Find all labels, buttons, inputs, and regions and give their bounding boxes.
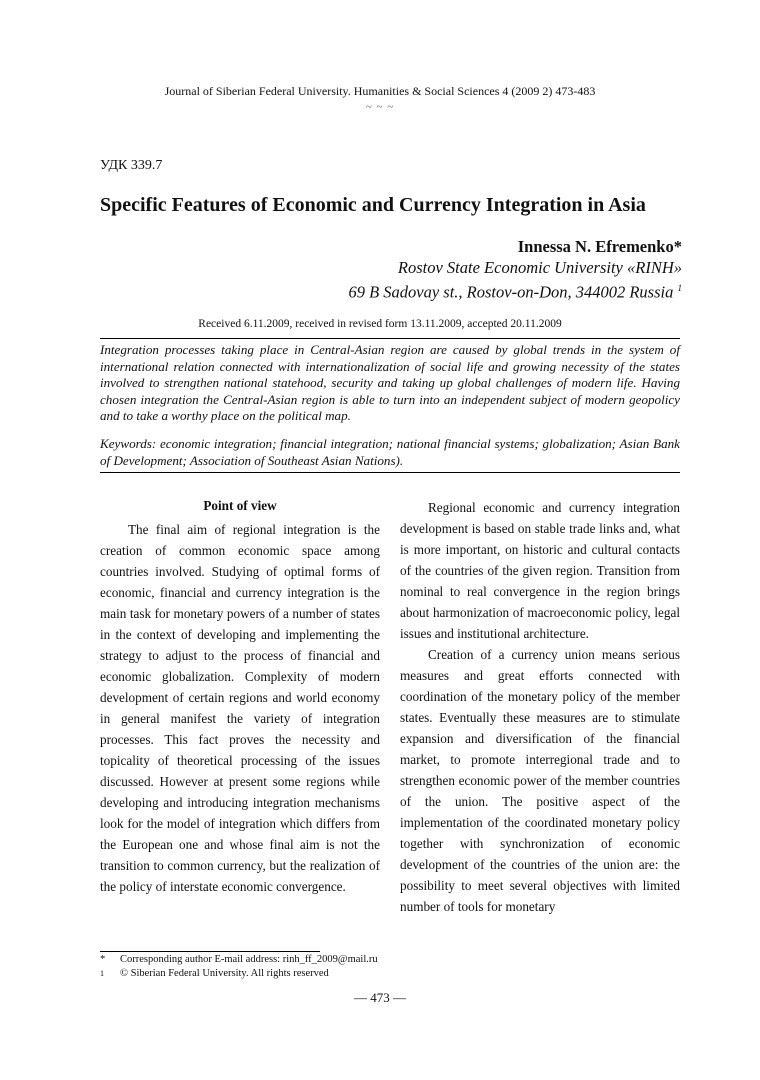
- address-footnote-mark: 1: [677, 283, 682, 293]
- keywords: Keywords: economic integration; financial integration; national financial systems; globalization; Asian Bank of Development; Association of Southeast Asian Nations).: [100, 436, 680, 468]
- author-address-text: 69 B Sadovay st., Rostov-on-Don, 344002 Russia: [348, 282, 674, 302]
- divider-top: [100, 338, 680, 339]
- udk-code: УДК 339.7: [100, 158, 163, 173]
- page-number: — 473 —: [354, 990, 406, 1005]
- paragraph: Regional economic and currency integration development is based on stable trade links and, what is more important, on historic and cultural contacts of the countries of the given region. Transition from nominal to real convergence in the region brings about harmonization of macroeconomic policy, legal issues and institutional architecture.: [400, 500, 680, 641]
- footnote-mark: *: [100, 954, 106, 965]
- author-address: [348, 278, 682, 303]
- footnote: [100, 953, 378, 967]
- body-column-right: [400, 497, 680, 917]
- header-ornament: ~ ~ ~: [365, 101, 395, 113]
- footnote: [100, 967, 329, 981]
- paragraph: The final aim of regional integration is the creation of common economic space among countries involved. Studying of optimal forms of economic, financial and currency integration is the main task for monetary powers of a number of states in the context of developing and implementing the strategy to adjust to the process of financial and economic globalization. Complexity of modern development of certain regions and world economy in general manifest the variety of integration processes. This fact proves the necessity and topicality of theoretical processing of the issues discussed. However at present some regions while developing and introducing integration mechanisms look for the model of integration which differs from the European one and whose final aim is not the transition to common currency, but the realization of the policy of interstate economic convergence.: [100, 522, 380, 894]
- article-title: Specific Features of Economic and Currency Integration in Asia: [100, 194, 646, 216]
- footnote-divider: [100, 951, 320, 952]
- author-block: [348, 236, 682, 303]
- author-name: Innessa N. Efremenko*: [517, 237, 682, 256]
- section-title: Point of view: [203, 498, 277, 513]
- body-column-left: [100, 495, 380, 897]
- paragraph: Creation of a currency union means serious measures and great efforts connected with coordination of the monetary policy of the member states. Eventually these measures are to stimulate expansion and diversification of the financial market, to promote interregional trade and to strengthen economic power of the member countries of the union. The positive aspect of the implementation of the coordinated monetary policy together with synchronization of economic development of the countries of the union are: the possibility to meet several objectives with limited number of tools for monetary: [400, 647, 680, 914]
- journal-header: Journal of Siberian Federal University. Humanities & Social Sciences 4 (2009 2) 473-483: [164, 84, 596, 98]
- abstract: Integration processes taking place in Central-Asian region are caused by global trends in the system of international relation connected with internationalization of social life and growing necessity of the states involved to strengthen national statehood, security and taking up global challenges of modern life. Having chosen integration the Central-Asian region is able to turn into an independent subject of modern geopolicy and to take a worthy place on the political map.: [100, 342, 680, 424]
- received-dates: Received 6.11.2009, received in revised form 13.11.2009, accepted 20.11.2009: [198, 318, 562, 330]
- author-affiliation: Rostov State Economic University «RINH»: [397, 258, 682, 277]
- footnote-mark: 1: [100, 969, 104, 978]
- footnote-text: © Siberian Federal University. All rights reserved: [120, 968, 329, 979]
- divider-bottom: [100, 472, 680, 473]
- footnote-text: Corresponding author E-mail address: rinh_ff_2009@mail.ru: [120, 954, 378, 965]
